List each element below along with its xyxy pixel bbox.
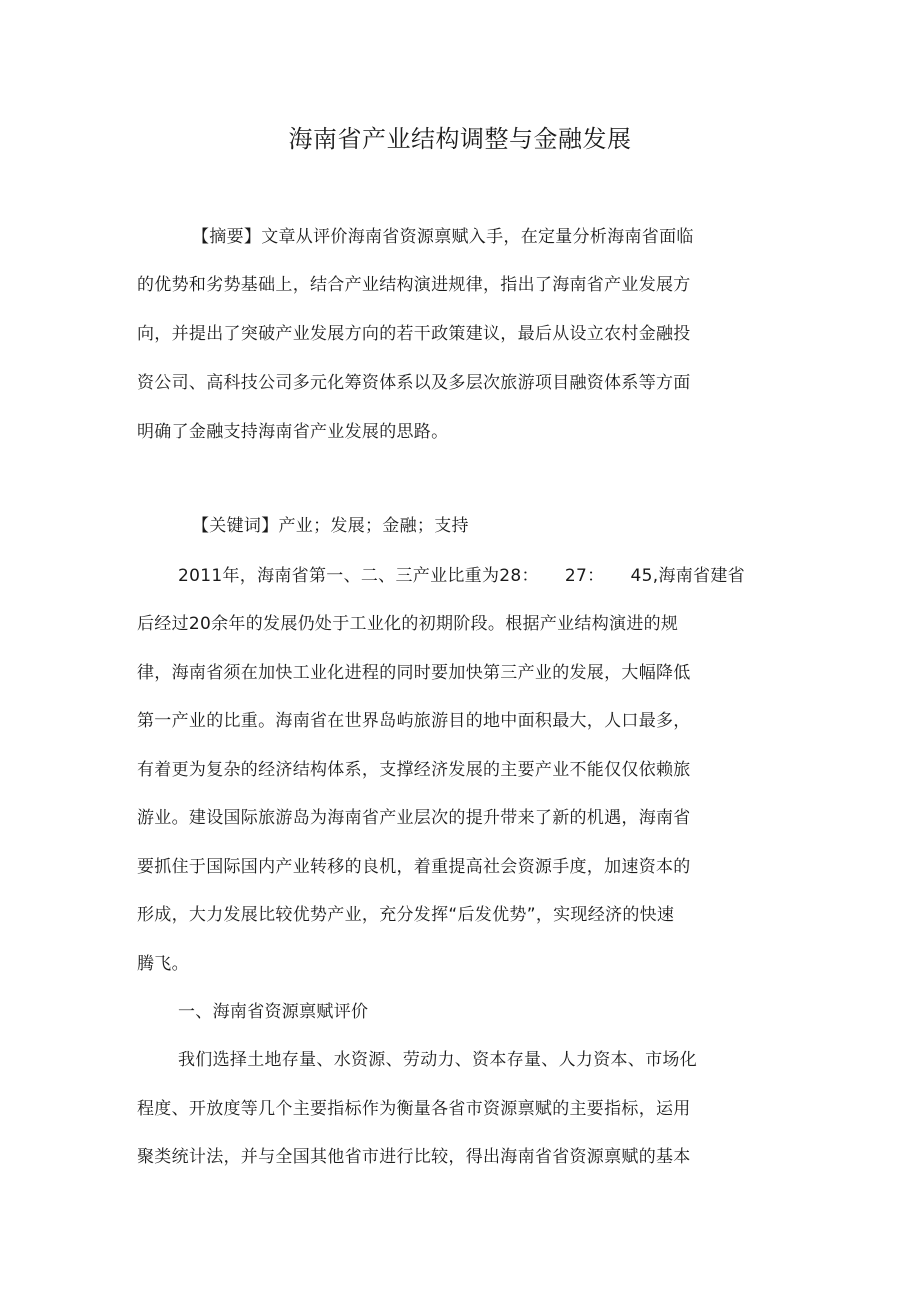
abstract-line-1 (192, 225, 694, 249)
keywords-label: 【关键词】 (192, 516, 279, 536)
para1-line-8: 形成，大力发展比较优势产业，充分发挥“后发优势”，实现经济的快速 (137, 905, 675, 925)
para1-line-7: 要抓住于国际国内产业转移的良机，着重提高社会资源手度，加速资本的 (137, 857, 691, 877)
para1-line-1: 2011年，海南省第一、二、三产业比重为28： 27： 45,海南省建省 (178, 566, 745, 586)
abstract-line-5: 明确了金融支持海南省产业发展的思路。 (137, 422, 449, 442)
abstract-text-1: 文章从评价海南省资源禀赋入手，在定量分析海南省面临 (261, 227, 694, 247)
abstract-label: 【摘要】 (192, 227, 262, 247)
abstract-line-3: 向，并提出了突破产业发展方向的若干政策建议，最后从设立农村金融投 (137, 324, 691, 344)
abstract-line-4: 资公司、高科技公司多元化筹资体系以及多层次旅游项目融资体系等方面 (137, 373, 691, 393)
para1-line-3: 律，海南省须在加快工业化进程的同时要加快第三产业的发展，大幅降低 (137, 663, 691, 683)
keywords-line (192, 514, 469, 538)
para1-line-6: 游业。建设国际旅游岛为海南省产业层次的提升带来了新的机遇，海南省 (137, 808, 691, 828)
document-title: 海南省产业结构调整与金融发展 (288, 125, 632, 153)
section1-line-3: 聚类统计法，并与全国其他省市进行比较，得出海南省省资源禀赋的基本 (137, 1147, 691, 1167)
para1-line-2: 后经过20余年的发展仍处于工业化的初期阶段。根据产业结构演进的规 (137, 614, 679, 634)
keywords-text: 产业；发展；金融；支持 (278, 516, 469, 536)
abstract-line-2: 的优势和劣势基础上，结合产业结构演进规律，指出了海南省产业发展方 (137, 275, 691, 295)
section1-line-2: 程度、开放度等几个主要指标作为衡量各省市资源禀赋的主要指标，运用 (137, 1099, 691, 1119)
section1-heading: 一、海南省资源禀赋评价 (178, 1002, 369, 1022)
para1-line-5: 有着更为复杂的经济结构体系，支撑经济发展的主要产业不能仅仅依赖旅 (137, 760, 691, 780)
section1-line-1: 我们选择土地存量、水资源、劳动力、资本存量、人力资本、市场化 (178, 1050, 697, 1070)
para1-line-4: 第一产业的比重。海南省在世界岛屿旅游目的地中面积最大，人口最多， (137, 711, 691, 731)
para1-line-9: 腾飞。 (137, 954, 189, 974)
